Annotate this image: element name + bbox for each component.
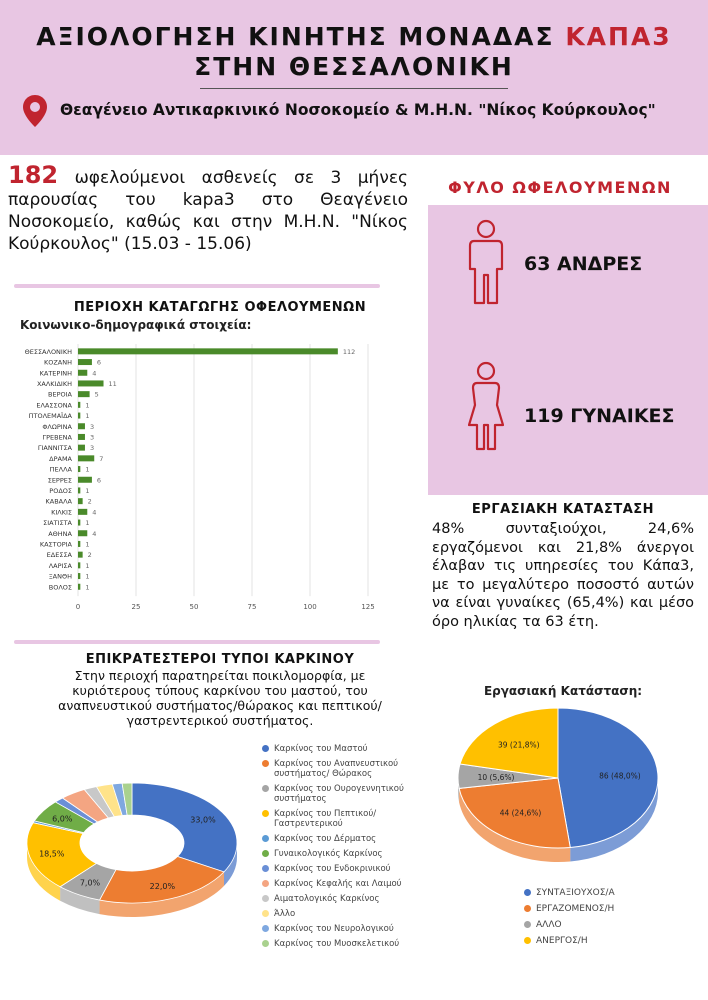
- intro-text: [8, 161, 408, 255]
- x-tick-label: 75: [247, 603, 257, 612]
- data-label: 1: [85, 486, 90, 495]
- legend-swatch: [262, 760, 269, 767]
- y-tick-label: ΔΡΑΜΑ: [49, 454, 72, 463]
- data-label: 1: [85, 583, 90, 592]
- legend-label: ΣΥΝΤΑΞΙΟΥΧΟΣ/Α: [536, 888, 615, 898]
- bar: [78, 466, 80, 472]
- legend-swatch: [262, 940, 269, 947]
- data-label: 2: [87, 551, 92, 560]
- y-tick-label: ΕΛΑΣΣΟΝΑ: [36, 401, 72, 410]
- slice-label: 7,0%: [79, 878, 101, 888]
- data-label: 112: [342, 347, 356, 356]
- legend-swatch: [262, 850, 269, 857]
- data-label: 3: [89, 422, 95, 431]
- data-label: 2: [87, 497, 92, 506]
- slice-label: 44 (24,6%): [499, 808, 542, 818]
- y-tick-label: ΚΙΛΚΙΣ: [51, 508, 72, 517]
- y-tick-label: ΚΑΤΕΡΙΝΗ: [39, 369, 72, 378]
- slice-label: 10 (5,6%): [477, 772, 515, 782]
- data-label: 6: [96, 358, 102, 367]
- legend-label: Γυναικολογικός Καρκίνος: [274, 849, 383, 859]
- legend-swatch: [262, 925, 269, 932]
- header-banner: [0, 0, 708, 155]
- beneficiary-count: 182: [8, 161, 59, 189]
- x-tick-label: 25: [131, 603, 141, 612]
- legend-swatch: [524, 921, 531, 928]
- legend-item: [262, 809, 422, 829]
- x-tick-label: 50: [189, 603, 199, 612]
- bar: [78, 402, 80, 408]
- data-label: 3: [89, 433, 95, 442]
- bar: [78, 487, 80, 493]
- data-label: 1: [85, 401, 90, 410]
- y-tick-label: ΣΕΡΡΕΣ: [47, 476, 72, 485]
- y-tick-label: ΡΟΔΟΣ: [49, 486, 72, 495]
- y-tick-label: ΧΑΛΚΙΔΙΚΗ: [36, 379, 72, 388]
- legend-item: [524, 936, 674, 946]
- y-tick-label: ΞΑΝΘΗ: [48, 572, 72, 581]
- cancer-text: Στην περιοχή παρατηρείται ποικιλομορφία, με κυριότερους τύπους καρκίνου του μαστού, του αναπνευστικού συστήματος/θώρακος και πεπτικού/ γαστρεντερικού συστήματος.: [58, 668, 382, 728]
- region-bar-chart: [0, 338, 400, 628]
- y-tick-label: ΠΤΟΛΕΜΑΪΔΑ: [28, 412, 72, 421]
- divider: [14, 640, 380, 644]
- x-tick-label: 100: [303, 603, 317, 612]
- women-count-label: 119 ΓΥΝΑΙΚΕΣ: [524, 405, 675, 427]
- employment-title: ΕΡΓΑΣΙΑΚΗ ΚΑΤΑΣΤΑΣΗ: [471, 502, 655, 517]
- bar: [78, 541, 80, 547]
- legend-swatch: [524, 937, 531, 944]
- legend-item: [262, 849, 422, 859]
- title-text: ΑΞΙΟΛΟΓΗΣΗ ΚΙΝΗΤΗΣ ΜΟΝΑΔΑΣ: [36, 22, 566, 51]
- bar: [78, 434, 85, 440]
- legend-label: ΑΛΛΟ: [536, 920, 562, 930]
- data-label: 1: [85, 465, 90, 474]
- legend-swatch: [262, 745, 269, 752]
- bar: [78, 520, 80, 526]
- legend-item: [262, 909, 422, 919]
- legend-swatch: [524, 905, 531, 912]
- bar: [78, 359, 92, 365]
- y-tick-label: ΒΟΛΟΣ: [48, 583, 72, 592]
- divider: [200, 88, 508, 89]
- legend-label: Καρκίνος του Ουρογεννητικού συστήματος: [274, 784, 404, 804]
- legend-label: Καρκίνος του Δέρματος: [274, 834, 377, 844]
- bar: [78, 584, 80, 590]
- bar: [78, 509, 87, 515]
- legend-item: [524, 920, 674, 930]
- slice-label: 86 (48,0%): [599, 771, 641, 781]
- legend-item: [262, 894, 422, 904]
- cancer-donut-chart: [20, 755, 260, 945]
- legend-item: [524, 888, 674, 898]
- legend-item: [524, 904, 674, 914]
- y-tick-label: ΛΑΡΙΣΑ: [48, 561, 72, 570]
- bar: [78, 445, 85, 451]
- page-title: [0, 22, 708, 51]
- men-count-label: 63 ΑΝΔΡΕΣ: [524, 253, 643, 275]
- y-tick-label: ΓΙΑΝΝΙΤΣΑ: [37, 444, 72, 453]
- legend-item: [262, 864, 422, 874]
- slice-label: 39 (21,8%): [497, 740, 540, 750]
- slice-label: 22,0%: [149, 881, 176, 891]
- legend-label: Άλλο: [274, 909, 296, 919]
- y-tick-label: ΚΟΖΑΝΗ: [43, 358, 72, 367]
- legend-swatch: [262, 785, 269, 792]
- legend-swatch: [262, 865, 269, 872]
- legend-swatch: [262, 810, 269, 817]
- data-label: 5: [94, 390, 99, 399]
- bar: [78, 552, 83, 558]
- data-label: 6: [96, 476, 102, 485]
- y-tick-label: ΚΑΣΤΟΡΙΑ: [39, 540, 72, 549]
- data-label: 1: [85, 540, 90, 549]
- legend-label: Καρκίνος του Νευρολογικού: [274, 924, 394, 934]
- slice-label: 18,5%: [39, 849, 65, 859]
- legend-label: Καρκίνος του Πεπτικού/Γαστρεντερικού: [274, 809, 377, 829]
- y-tick-label: ΠΕΛΛΑ: [49, 465, 72, 474]
- title-brand: ΚΑΠΑ3: [565, 22, 672, 51]
- legend-item: [262, 784, 422, 804]
- bar: [78, 455, 94, 461]
- bar: [78, 573, 80, 579]
- slice-label: 33,0%: [190, 815, 216, 825]
- bar: [78, 380, 104, 386]
- legend-item: [262, 939, 422, 949]
- y-tick-label: ΑΘΗΝΑ: [48, 529, 72, 538]
- data-label: 4: [92, 369, 97, 378]
- y-tick-label: ΓΡΕΒΕΝΑ: [42, 433, 72, 442]
- bar: [78, 348, 338, 354]
- data-label: 1: [85, 561, 90, 570]
- y-tick-label: ΦΛΩΡΙΝΑ: [42, 422, 72, 431]
- employment-text: 48% συνταξιούχοι, 24,6% εργαζόμενοι και 21,8% άνεργοι έλαβαν τις υπηρεσίες του Κάπα3, με το μεγαλύτερο ποσοστό αυτών να είναι γυναίκες (65,4%) και μέσο όρο ηλικίας τα 63 έτη.: [432, 521, 694, 630]
- woman-icon: [468, 361, 504, 451]
- bar: [78, 562, 80, 568]
- y-tick-label: ΚΑΒΑΛΑ: [45, 497, 72, 506]
- legend-swatch: [262, 880, 269, 887]
- y-tick-label: ΣΙΑΤΙΣΤΑ: [43, 519, 72, 528]
- data-label: 7: [99, 454, 104, 463]
- page-title-line2: ΣΤΗΝ ΘΕΣΣΑΛΟΝΙΚΗ: [194, 52, 514, 81]
- region-subtitle: Κοινωνικο-δημογραφικά στοιχεία:: [20, 318, 252, 332]
- legend-item: [262, 744, 422, 754]
- region-title: ΠΕΡΙΟΧΗ ΚΑΤΑΓΩΓΗΣ ΟΦΕΛΟΥΜΕΝΩΝ: [73, 300, 367, 315]
- legend-label: Καρκίνος του Αναπνευστικού συστήματος/ Θώρακος: [274, 759, 399, 779]
- slice-label: 6,0%: [52, 814, 73, 824]
- legend-item: [262, 834, 422, 844]
- bar: [78, 370, 87, 376]
- data-label: 3: [89, 444, 95, 453]
- bar: [78, 423, 85, 429]
- man-icon: [468, 219, 504, 305]
- legend-item: [262, 879, 422, 889]
- bar: [78, 477, 92, 483]
- gender-panel: [428, 205, 708, 495]
- legend-label: ΕΡΓΑΖΟΜΕΝΟΣ/Η: [536, 904, 615, 914]
- legend-swatch: [524, 889, 531, 896]
- data-label: 1: [85, 519, 90, 528]
- legend-label: Καρκίνος Κεφαλής και Λαιμού: [274, 879, 402, 889]
- map-pin-icon: [22, 94, 48, 128]
- legend-label: Καρκίνος του Μαστού: [274, 744, 368, 754]
- employment-chart-title: Εργασιακή Κατάσταση:: [483, 684, 643, 698]
- y-tick-label: ΒΕΡΟΙΑ: [48, 390, 72, 399]
- employment-pie-chart: [446, 700, 676, 880]
- data-label: 1: [85, 572, 90, 581]
- legend-label: Καρκίνος του Μυοσκελετικού: [274, 939, 400, 949]
- legend-label: ΑΝΕΡΓΟΣ/Η: [536, 936, 588, 946]
- data-label: 11: [108, 379, 117, 388]
- legend-swatch: [262, 895, 269, 902]
- location-text: Θεαγένειο Αντικαρκινικό Νοσοκομείο & Μ.Η.Ν. "Νίκος Κούρκουλος": [60, 101, 656, 119]
- intro-description: ωφελούμενοι ασθενείς σε 3 μήνες παρουσίας του kapa3 στο Θεαγένειο Νοσοκομείο, καθώς και στην Μ.Η.Ν. "Νίκος Κούρκουλος" (15.03 - 15.06): [8, 168, 408, 254]
- bar: [78, 413, 80, 419]
- bar: [78, 498, 83, 504]
- legend-swatch: [262, 910, 269, 917]
- bar: [78, 530, 87, 536]
- employment-legend: [524, 888, 674, 952]
- x-tick-label: 0: [75, 603, 81, 612]
- bar: [78, 391, 90, 397]
- gender-title: ΦΥΛΟ ΩΦΕΛΟΥΜΕΝΩΝ: [448, 178, 672, 197]
- legend-item: [262, 924, 422, 934]
- data-label: 1: [85, 412, 90, 421]
- cancer-title: ΕΠΙΚΡΑΤΕΣΤΕΡΟΙ ΤΥΠΟΙ ΚΑΡΚΙΝΟΥ: [85, 652, 355, 667]
- y-tick-label: ΘΕΣΣΑΛΟΝΙΚΗ: [24, 347, 72, 356]
- legend-label: Καρκίνος του Ενδοκρινικού: [274, 864, 391, 874]
- legend-label: Αιματολογικός Καρκίνος: [274, 894, 380, 904]
- x-tick-label: 125: [361, 603, 375, 612]
- legend-swatch: [262, 835, 269, 842]
- legend-item: [262, 759, 422, 779]
- data-label: 4: [92, 529, 97, 538]
- data-label: 4: [92, 508, 97, 517]
- divider: [14, 284, 380, 288]
- cancer-legend: [262, 744, 422, 954]
- y-tick-label: ΕΔΕΣΣΑ: [46, 551, 72, 560]
